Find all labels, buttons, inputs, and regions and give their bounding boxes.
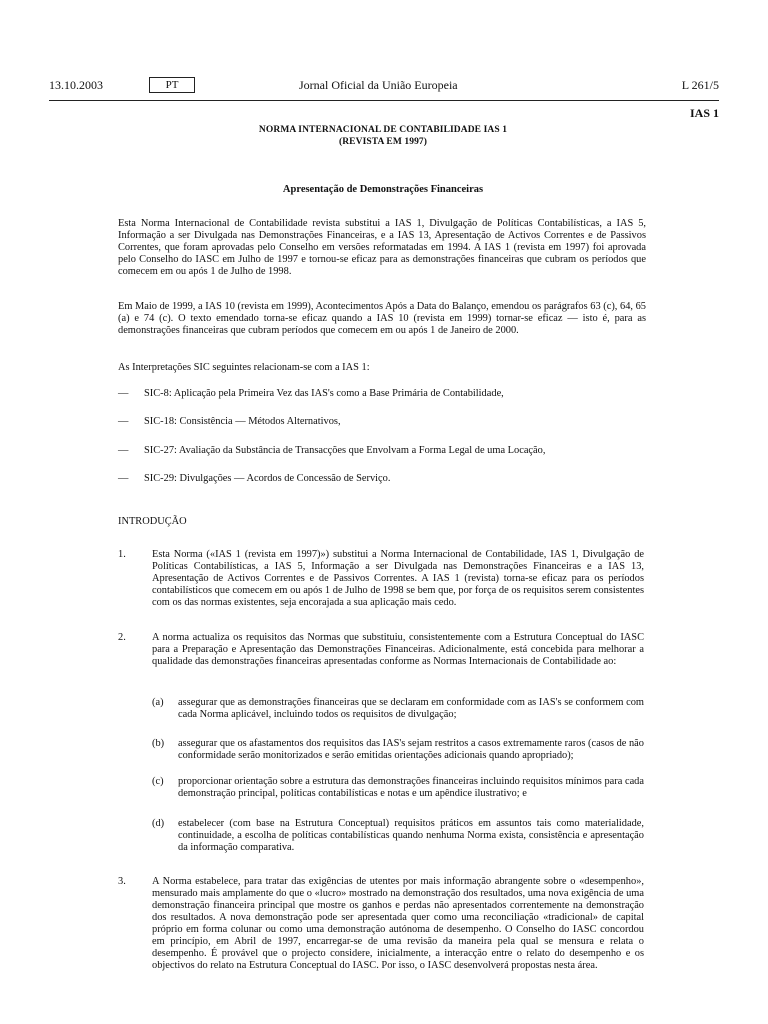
numbered-paragraph: A Norma estabelece, para tratar das exigências de utentes por mais informação abrangente sobre o «desempenho», mensurado mais amplamente do que o «lucro» mostrado na demonstração dos resultados, uma nova exigência de uma demonstração financeira principal que mostre os ganhos e perdas não apresentados correntemente na demonstração dos resultados. A nova demonstração pode ser apresentada quer como uma reconciliação «tradicional» de capital próprio em forma colunar ou como uma demonstração autónoma de desempenho. O Conselho do IASC concordou em princípio, em Abril de 1997, encarregar-se de uma revisão da maneira pela qual se mensura e relata o desempenho. É provável que o projecto considere, inicialmente, a interacção entre o relato do desempenho e os objectivos do relato na Estrutura Conceptual do IASC. Por isso, o IASC desenvolverá propostas nesta área. <box>152 876 644 971</box>
numbered-paragraph: A norma actualiza os requisitos das Normas que substituiu, consistentemente com a Estrutura Conceptual do IASC para a Preparação e Apresentação das Demonstrações Financeiras. Adicionalmente, está concebida para melhorar a qualidade das demonstrações financeiras apresentadas conforme as Normas Internacionais de Contabilidade ao: <box>152 632 644 667</box>
document-title: NORMA INTERNACIONAL DE CONTABILIDADE IAS 1 <box>258 125 508 135</box>
numbered-paragraph: Esta Norma («IAS 1 (revista em 1997)») substitui a Norma Internacional de Contabilidade, IAS 1, Divulgação de Políticas Contabilísticas, a IAS 5, Informação a ser Divulgada nas Demonstrações Financeiras e a IAS 13, Apresentação de Activos Correntes e de Passivos Correntes. A IAS 1 (revista) torna-se eficaz para os períodos contabilísticos que comecem em ou após 1 de Julho de 1998 se bem que, por força de os requisitos serem consistentes com os das normas existentes, seja encorajada a sua aplicação mais cedo. <box>152 549 644 608</box>
header-divider <box>49 100 719 101</box>
paragraph-number: 2. <box>118 632 126 643</box>
list-dash: — <box>118 416 129 427</box>
journal-title: Jornal Oficial da União Europeia <box>299 78 458 92</box>
section-heading: INTRODUÇÃO <box>118 516 187 527</box>
intro-paragraph: As Interpretações SIC seguintes relacionam-se com a IAS 1: <box>118 362 370 373</box>
subitem-label: (b) <box>152 738 165 749</box>
list-dash: — <box>118 473 129 484</box>
subitem-label: (a) <box>152 697 164 708</box>
standard-tag: IAS 1 <box>689 106 719 120</box>
subitem-text: assegurar que as demonstrações financeiras que se declaram em conformidade com as IAS's se conformem com cada Norma aplicável, incluindo todos os requisitos de divulgação; <box>178 697 644 720</box>
intro-paragraph: Esta Norma Internacional de Contabilidade revista substitui a IAS 1, Divulgação de Políticas Contabilísticas, a IAS 5, Informação a ser Divulgada nas Demonstrações Financeiras, e a IAS 13, Apresentação de Activos Correntes e de Passivos Correntes, que foram aprovadas pelo Conselho em versões reformatadas em 1994. A IAS 1 (revista em 1997) foi aprovada pelo Conselho do IASC em Julho de 1997 e tornou-se eficaz para as demonstrações financeiras que cubram os períodos que comecem em ou após 1 de Julho de 1998. <box>118 218 646 277</box>
document-title-revision: (REVISTA EM 1997) <box>338 137 428 147</box>
intro-paragraph: Em Maio de 1999, a IAS 10 (revista em 1999), Acontecimentos Após a Data do Balanço, emendou os parágrafos 63 (c), 64, 65 (a) e 74 (c). O texto emendado torna-se eficaz quando a IAS 10 (revista em 1999) tornar-se eficaz — isto é, para as demonstrações financeiras que cubram períodos que comecem em ou após 1 de Janeiro de 2000. <box>118 301 646 336</box>
sic-item: SIC-29: Divulgações — Acordos de Concessão de Serviço. <box>144 473 391 484</box>
document-subtitle: Apresentação de Demonstrações Financeiras <box>282 184 484 195</box>
subitem-label: (d) <box>152 818 165 829</box>
sic-item: SIC-8: Aplicação pela Primeira Vez das IAS's como a Base Primária de Contabilidade, <box>144 388 504 399</box>
publication-date: 13.10.2003 <box>49 78 103 92</box>
sic-item: SIC-27: Avaliação da Substância de Transacções que Envolvam a Forma Legal de uma Locação, <box>144 445 546 456</box>
subitem-text: assegurar que os afastamentos dos requisitos das IAS's sejam restritos a casos extremamente raros (casos de não conformidade serão monitorizados e serão emitidas orientações adicionais quando apropriado); <box>178 738 644 761</box>
list-dash: — <box>118 388 129 399</box>
subitem-label: (c) <box>152 776 164 787</box>
paragraph-number: 1. <box>118 549 126 560</box>
list-dash: — <box>118 445 129 456</box>
language-badge: PT <box>149 77 195 93</box>
page-reference: L 261/5 <box>681 78 719 92</box>
subitem-text: estabelecer (com base na Estrutura Conceptual) requisitos práticos em assuntos tais como materialidade, continuidade, a escolha de políticas contabilísticas quando nenhuma Norma exista, consistência e apresentação da informação comparativa. <box>178 818 644 853</box>
paragraph-number: 3. <box>118 876 126 887</box>
subitem-text: proporcionar orientação sobre a estrutura das demonstrações financeiras incluindo requisitos mínimos para cada demonstração principal, políticas contabilísticas e notas e um apêndice ilustrativo; e <box>178 776 644 799</box>
journal-header <box>49 77 719 97</box>
sic-item: SIC-18: Consistência — Métodos Alternativos, <box>144 416 341 427</box>
